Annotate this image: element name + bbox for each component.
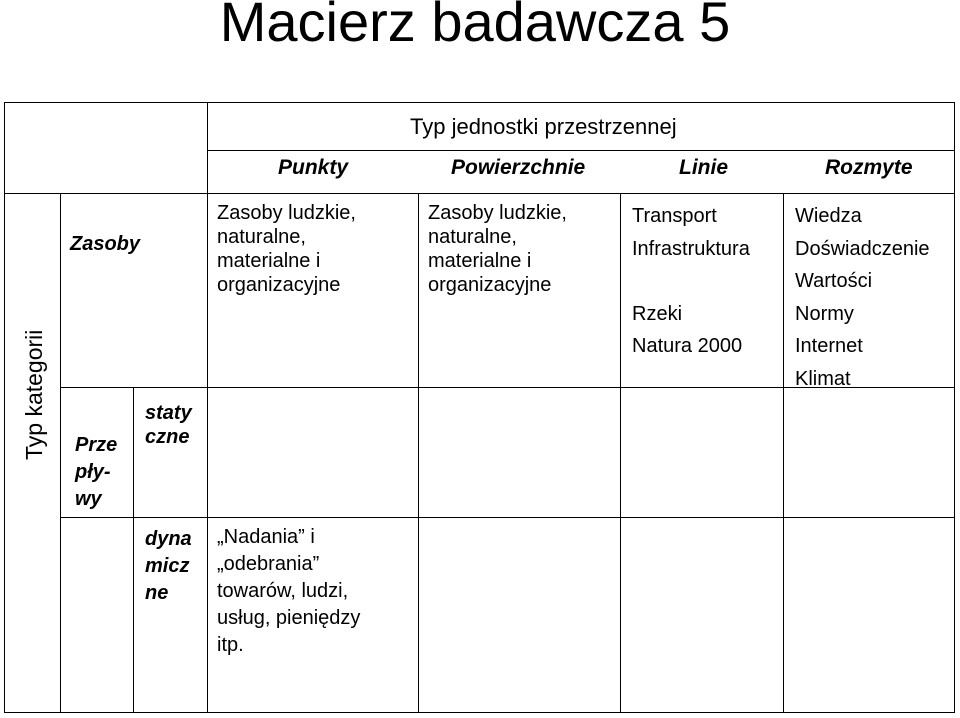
- grid-line: [418, 193, 419, 713]
- page-title: Macierz badawcza 5: [219, 0, 731, 53]
- cell-line: Rzeki: [632, 302, 683, 325]
- header-group-label: Typ jednostki przestrzennej: [410, 114, 677, 139]
- cell-line: Transport: [632, 205, 717, 227]
- row-label-dynamiczne-line: micz: [145, 555, 190, 577]
- cell-zasoby-rozmyte: [795, 200, 930, 395]
- column-header-rozmyte: Rozmyte: [825, 156, 913, 179]
- cell-line: naturalne,: [428, 226, 517, 248]
- cell-line: materialne i: [217, 250, 321, 272]
- grid-line: [60, 193, 61, 713]
- row-label-dynamiczne-line: dyna: [145, 528, 192, 550]
- row-label-dynamiczne-line: ne: [145, 582, 169, 604]
- column-header-linie: Linie: [679, 156, 729, 179]
- cell-line: Zasoby ludzkie,: [428, 202, 567, 224]
- cell-line: Zasoby ludzkie,: [217, 202, 356, 224]
- cell-dynamiczne-punkty: [217, 524, 360, 659]
- grid-line: [133, 387, 134, 713]
- cell-line: organizacyjne: [428, 274, 552, 296]
- cell-line: Klimat: [795, 367, 851, 390]
- row-label-dynamiczne: [145, 526, 192, 607]
- cell-line: Doświadczenie: [795, 237, 930, 260]
- grid-line: [620, 193, 621, 713]
- vertical-label-typ-kategorii: Typ kategorii: [21, 329, 47, 460]
- cell-line: Normy: [795, 302, 854, 325]
- row-label-statyczne-line: czne: [145, 426, 190, 448]
- cell-line: „odebrania”: [217, 553, 320, 575]
- cell-zasoby-powierzchnie: [428, 201, 567, 297]
- row-label-statyczne: [145, 401, 192, 449]
- cell-line: naturalne,: [217, 226, 306, 248]
- cell-line: Natura 2000: [632, 335, 743, 357]
- row-label-przeplywy-line: wy: [75, 488, 102, 510]
- grid-line: [4, 193, 955, 194]
- cell-line: towarów, ludzi,: [217, 580, 349, 602]
- cell-zasoby-punkty: [217, 201, 356, 297]
- cell-line: usług, pieniędzy: [217, 607, 361, 629]
- column-header-punkty: Punkty: [278, 156, 349, 179]
- cell-line: „Nadania” i: [217, 526, 315, 548]
- row-label-przeplywy: [75, 432, 117, 513]
- row-label-statyczne-line: staty: [145, 402, 192, 424]
- cell-line: organizacyjne: [217, 274, 341, 296]
- cell-line: itp.: [217, 634, 244, 656]
- cell-line: Infrastruktura: [632, 237, 750, 260]
- grid-line: [207, 103, 208, 713]
- grid-line: [60, 517, 955, 518]
- grid-line: [207, 150, 955, 151]
- row-label-przeplywy-line: pły-: [75, 461, 111, 483]
- cell-line: [632, 265, 750, 298]
- grid-line: [783, 193, 784, 713]
- cell-line: Internet: [795, 335, 863, 357]
- cell-zasoby-linie: [632, 200, 750, 363]
- row-label-zasoby: Zasoby: [70, 233, 141, 255]
- cell-line: Wartości: [795, 270, 873, 292]
- cell-line: materialne i: [428, 250, 532, 272]
- cell-line: Wiedza: [795, 205, 862, 227]
- row-label-przeplywy-line: Prze: [75, 434, 118, 456]
- column-header-powierzchnie: Powierzchnie: [451, 156, 586, 179]
